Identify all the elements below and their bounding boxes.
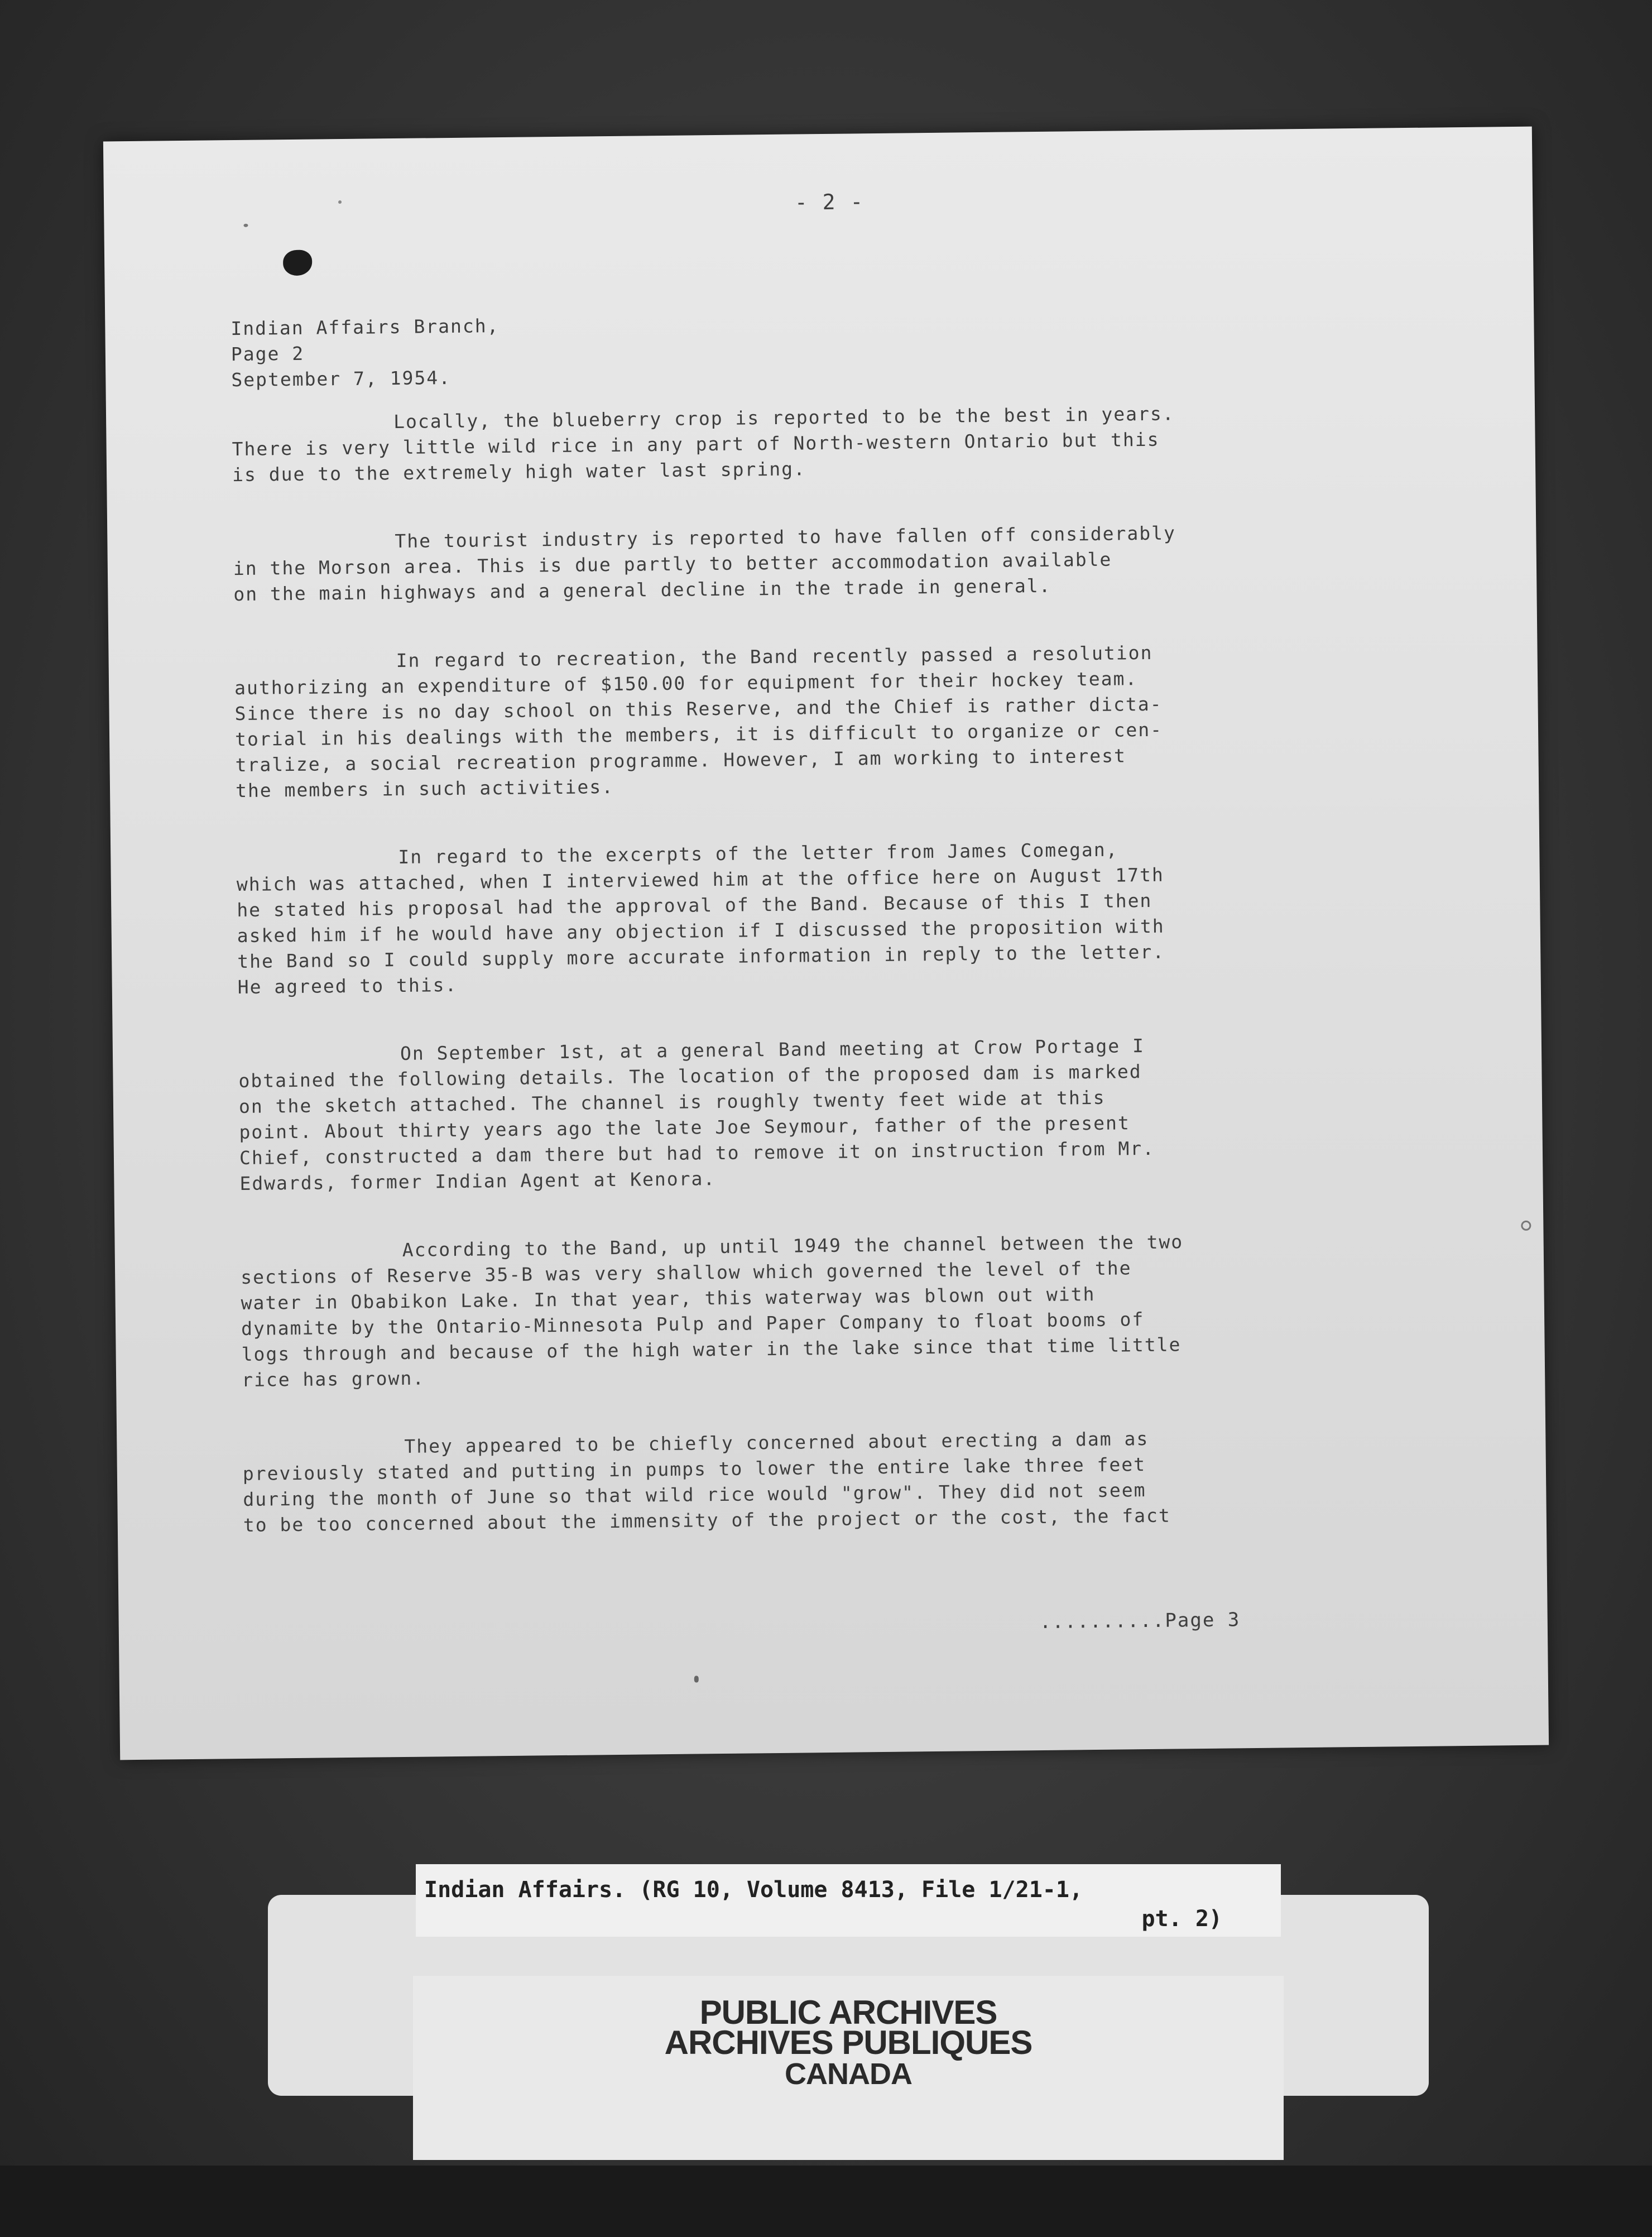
- paragraph-comegan-letter: In regard to the excerpts of the letter from James Comegan, which was attached, when I interviewed him at the office here on August 17th he stated his proposal had the approval of the Band. Because of this I then asked him if he would have any objection if I discussed the proposition with the Band so I could supply more accurate information in reply to the letter. He agreed to this.: [236, 838, 1165, 999]
- film-speck: [338, 200, 342, 204]
- stamp-public-archives: PUBLIC ARCHIVES: [699, 1994, 997, 2031]
- paragraph-dam-concerns: They appeared to be chiefly concerned about erecting a dam as previously stated and putting in pumps to lower the entire lake three feet during the month of June so that wild rice would "grow". They did not seem to be too concerned about the immensity of the project or the cost, the fact: [242, 1427, 1171, 1536]
- paragraph-channel-history: According to the Band, up until 1949 the channel between the two sections of Reserve 35-B was very shallow which governed the level of the water in Obabikon Lake. In that year, this waterway was blown out with dynamite by the Ontario-Minnesota Pulp and Paper Company to float booms of logs through and because of the high water in the lake since that time little rice has grown.: [241, 1231, 1184, 1391]
- film-edge: [0, 2166, 1652, 2237]
- stamp-archives-publiques: ARCHIVES PUBLIQUES: [664, 2024, 1032, 2061]
- film-speck: [243, 224, 248, 227]
- letter-header: [230, 313, 500, 393]
- film-speck: [1521, 1221, 1531, 1231]
- page-number-marker: - 2 -: [794, 189, 865, 215]
- header-page: Page 2: [230, 342, 305, 366]
- continuation-marker: ..........Page 3: [1039, 1609, 1241, 1634]
- paragraph-tourism: The tourist industry is reported to have fallen off considerably in the Morson area. This is due partly to better accommodation available on the main highways and a general decline in the trade in general.: [233, 522, 1176, 606]
- header-addressee: Indian Affairs Branch,: [230, 315, 500, 340]
- archive-reference-line-1: Indian Affairs. (RG 10, Volume 8413, File 1/21-1,: [424, 1877, 1083, 1903]
- stamp-canada: CANADA: [785, 2057, 912, 2091]
- ink-blot: [283, 250, 312, 276]
- archive-reference: [424, 1875, 1272, 1933]
- film-speck: [694, 1676, 699, 1682]
- archive-reference-line-2: pt. 2): [1141, 1906, 1222, 1932]
- paragraph-recreation: In regard to recreation, the Band recently passed a resolution authorizing an expenditure of $150.00 for equipment for their hockey team. Since there is no day school on this Reserve, and the Chief is rather dicta- torial in his dealings with the members, it is difficult to organize or cen- tralize, a social recreation programme. However, I am working to interest the members in such activities.: [234, 641, 1163, 802]
- header-date: September 7, 1954.: [231, 366, 452, 391]
- letter-page: [103, 127, 1549, 1760]
- letter-body: [232, 398, 1494, 1581]
- paragraph-band-meeting: On September 1st, at a general Band meeting at Crow Portage I obtained the following details. The location of the proposed dam is marked on the sketch attached. The channel is roughly twenty feet wide at this point. About thirty years ago the late Joe Seymour, father of the present Chief, constructed a dam there but had to remove it on instruction from Mr. Edwards, former Indian Agent at Kenora.: [238, 1035, 1155, 1195]
- paragraph-crops: Locally, the blueberry crop is reported to be the best in years. There is very little wild rice in any part of North-western Ontario but this is due to the extremely high water last spring.: [232, 402, 1175, 486]
